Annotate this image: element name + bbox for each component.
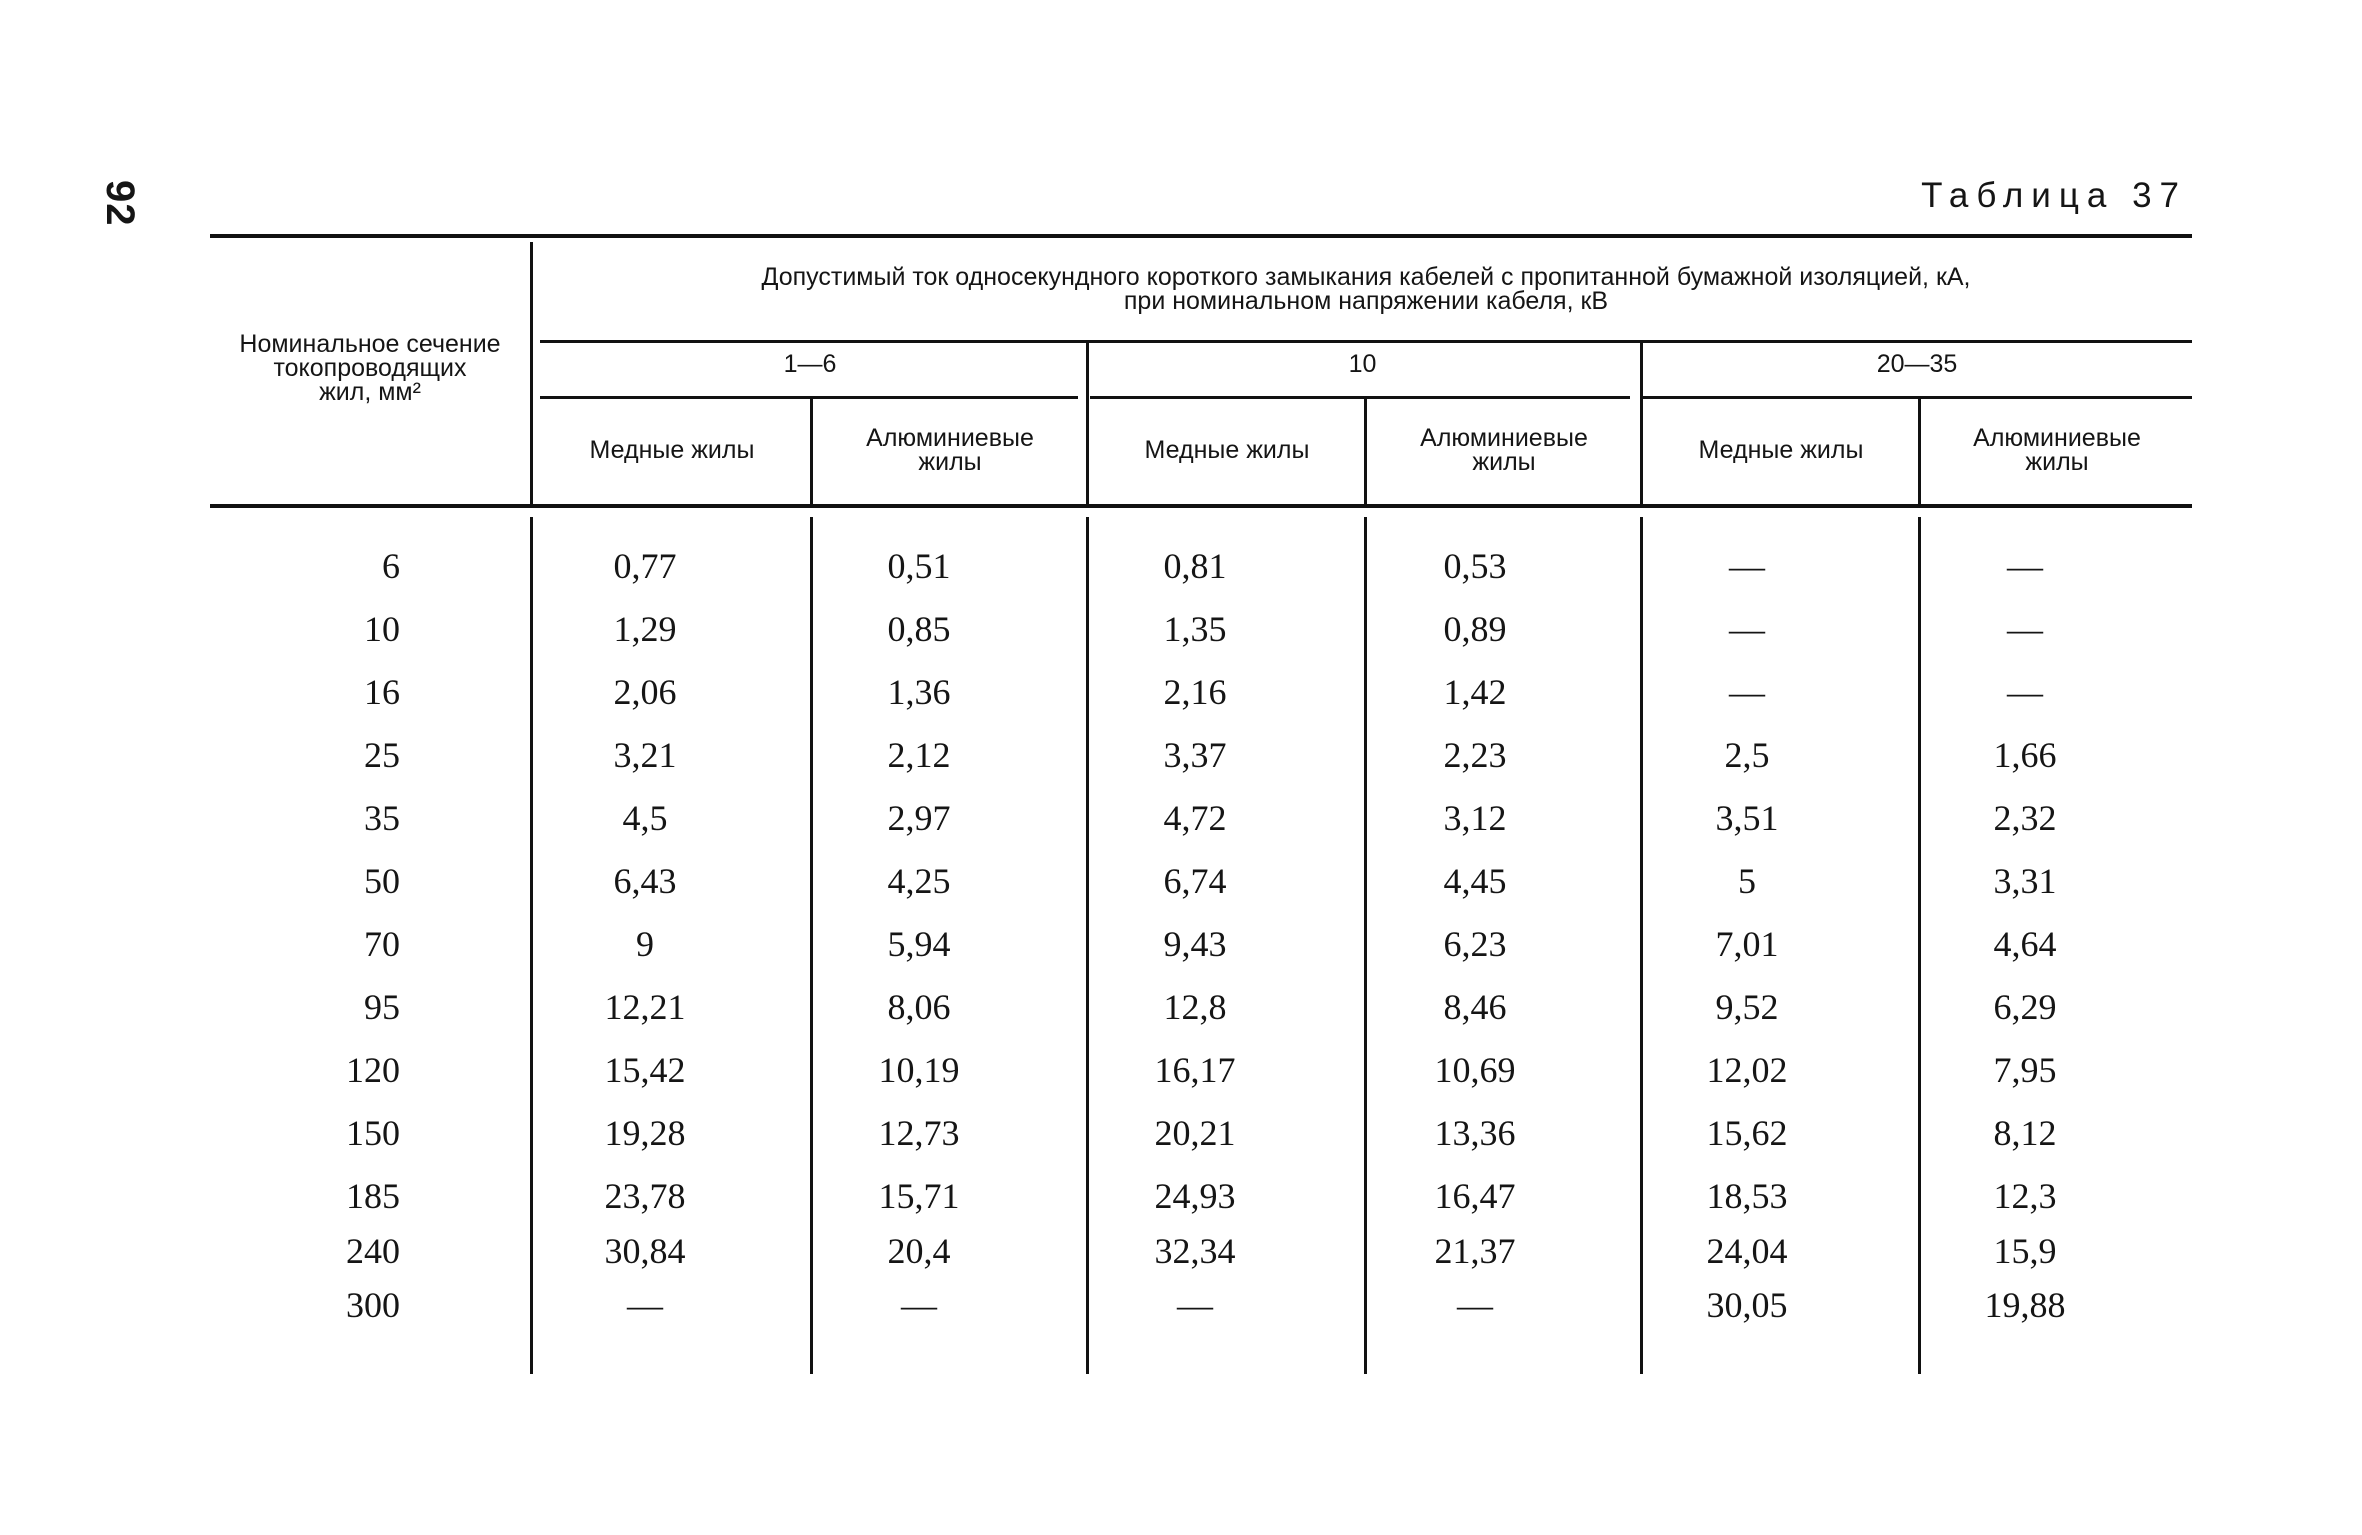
subheader-copper-10: Медные жилы: [1144, 436, 1310, 464]
subheader-aluminum-10: Алюминиевые жилы: [1420, 424, 1588, 476]
aluminum-10-cell: 3,12: [1443, 798, 1507, 838]
section-cell: 6: [382, 546, 400, 586]
table-row: [210, 1168, 2192, 1224]
copper-1-6-cell: 30,84: [604, 1231, 686, 1271]
table-row: [210, 664, 2192, 720]
copper-10-cell: 12,8: [1163, 987, 1227, 1027]
aluminum-20-35-cell: 1,66: [1993, 735, 2057, 775]
copper-1-6-cell: 3,21: [613, 735, 677, 775]
aluminum-10-cell: —: [1457, 1285, 1493, 1325]
copper-10-cell: 24,93: [1154, 1176, 1236, 1216]
aluminum-1-6-cell: 1,36: [887, 672, 951, 712]
aluminum-10-cell: 1,42: [1443, 672, 1507, 712]
copper-20-35-cell: 15,62: [1706, 1113, 1788, 1153]
aluminum-20-35-cell: 2,32: [1993, 798, 2057, 838]
copper-1-6-cell: 12,21: [604, 987, 686, 1027]
copper-10-cell: 32,34: [1154, 1231, 1236, 1271]
section-cell: 50: [364, 861, 400, 901]
section-cell: 120: [346, 1050, 400, 1090]
aluminum-10-cell: 21,37: [1434, 1231, 1516, 1271]
table-caption: Таблица 37: [1921, 176, 2187, 215]
table-row: [210, 1277, 2192, 1333]
section-cell: 16: [364, 672, 400, 712]
aluminum-10-cell: 6,23: [1443, 924, 1507, 964]
aluminum-1-6-cell: 0,51: [887, 546, 951, 586]
row-header: Номинальное сечение токопроводящих жил, мм²: [239, 330, 501, 406]
header-bottom-rule: [210, 504, 2192, 508]
copper-20-35-cell: 5: [1738, 861, 1756, 901]
copper-1-6-cell: 4,5: [622, 798, 668, 838]
copper-20-35-cell: 18,53: [1706, 1176, 1788, 1216]
section-cell: 95: [364, 987, 400, 1027]
table-row: [210, 1105, 2192, 1161]
copper-20-35-cell: 3,51: [1715, 798, 1779, 838]
aluminum-10-cell: 8,46: [1443, 987, 1507, 1027]
table-row: [210, 1042, 2192, 1098]
table-row: [210, 979, 2192, 1035]
main-header: Допустимый ток односекундного короткого замыкания кабелей с пропитанной бумажной изоляцией, кА, при номинальном напряжении кабеля, кВ: [761, 263, 1971, 315]
section-cell: 70: [364, 924, 400, 964]
copper-10-cell: —: [1177, 1285, 1213, 1325]
aluminum-20-35-cell: —: [2007, 546, 2043, 586]
copper-20-35-cell: 2,5: [1724, 735, 1770, 775]
table-row: [210, 916, 2192, 972]
aluminum-10-cell: 13,36: [1434, 1113, 1516, 1153]
aluminum-20-35-cell: 15,9: [1993, 1231, 2057, 1271]
aluminum-10-cell: 0,89: [1443, 609, 1507, 649]
aluminum-1-6-cell: 2,97: [887, 798, 951, 838]
section-cell: 240: [346, 1231, 400, 1271]
section-cell: 300: [346, 1285, 400, 1325]
copper-1-6-cell: 6,43: [613, 861, 677, 901]
table-row: [210, 1223, 2192, 1279]
copper-1-6-cell: 9: [636, 924, 654, 964]
copper-10-cell: 16,17: [1154, 1050, 1236, 1090]
aluminum-1-6-cell: 2,12: [887, 735, 951, 775]
aluminum-1-6-cell: 4,25: [887, 861, 951, 901]
copper-20-35-cell: —: [1729, 609, 1765, 649]
aluminum-10-cell: 4,45: [1443, 861, 1507, 901]
aluminum-20-35-cell: 19,88: [1984, 1285, 2066, 1325]
aluminum-1-6-cell: 5,94: [887, 924, 951, 964]
section-cell: 35: [364, 798, 400, 838]
copper-20-35-cell: 7,01: [1715, 924, 1779, 964]
copper-1-6-cell: 1,29: [613, 609, 677, 649]
voltage-group-10: 10: [1348, 350, 1377, 378]
divider-10: [1364, 398, 1367, 504]
voltage-group-20-35: 20—35: [1876, 350, 1958, 378]
aluminum-20-35-cell: —: [2007, 672, 2043, 712]
copper-10-cell: 1,35: [1163, 609, 1227, 649]
aluminum-10-cell: 2,23: [1443, 735, 1507, 775]
subheader-copper-1-6: Медные жилы: [589, 436, 755, 464]
copper-1-6-cell: 15,42: [604, 1050, 686, 1090]
table-row: [210, 853, 2192, 909]
copper-10-cell: 2,16: [1163, 672, 1227, 712]
aluminum-10-cell: 10,69: [1434, 1050, 1516, 1090]
copper-20-35-cell: —: [1729, 672, 1765, 712]
section-cell: 150: [346, 1113, 400, 1153]
copper-1-6-cell: —: [627, 1285, 663, 1325]
table-row: [210, 601, 2192, 657]
page-number: 92: [98, 180, 142, 227]
aluminum-20-35-cell: 7,95: [1993, 1050, 2057, 1090]
copper-10-cell: 6,74: [1163, 861, 1227, 901]
aluminum-10-cell: 0,53: [1443, 546, 1507, 586]
subheader-aluminum-1-6: Алюминиевые жилы: [866, 424, 1034, 476]
copper-20-35-cell: —: [1729, 546, 1765, 586]
copper-10-cell: 0,81: [1163, 546, 1227, 586]
divider-1-6: [810, 398, 813, 504]
divider-section: [530, 242, 533, 504]
aluminum-1-6-cell: 12,73: [878, 1113, 960, 1153]
copper-20-35-cell: 12,02: [1706, 1050, 1788, 1090]
aluminum-1-6-cell: 8,06: [887, 987, 951, 1027]
aluminum-20-35-cell: 3,31: [1993, 861, 2057, 901]
divider-group-10: [1086, 342, 1089, 504]
copper-20-35-cell: 9,52: [1715, 987, 1779, 1027]
aluminum-20-35-cell: —: [2007, 609, 2043, 649]
copper-1-6-cell: 2,06: [613, 672, 677, 712]
subgroup-rule-2: [1090, 396, 1630, 399]
aluminum-20-35-cell: 12,3: [1993, 1176, 2057, 1216]
copper-1-6-cell: 0,77: [613, 546, 677, 586]
subheader-aluminum-20-35: Алюминиевые жилы: [1973, 424, 2141, 476]
table-top-rule: [210, 234, 2192, 238]
voltage-group-1-6: 1—6: [783, 350, 837, 378]
aluminum-1-6-cell: 15,71: [878, 1176, 960, 1216]
section-cell: 185: [346, 1176, 400, 1216]
section-cell: 10: [364, 609, 400, 649]
copper-10-cell: 20,21: [1154, 1113, 1236, 1153]
table-row: [210, 727, 2192, 783]
copper-1-6-cell: 19,28: [604, 1113, 686, 1153]
copper-1-6-cell: 23,78: [604, 1176, 686, 1216]
divider-20-35: [1918, 398, 1921, 504]
copper-20-35-cell: 30,05: [1706, 1285, 1788, 1325]
aluminum-20-35-cell: 4,64: [1993, 924, 2057, 964]
subgroup-rule-3: [1642, 396, 2192, 399]
subgroup-rule-1: [540, 396, 1078, 399]
aluminum-1-6-cell: —: [901, 1285, 937, 1325]
copper-10-cell: 4,72: [1163, 798, 1227, 838]
group-rule: [540, 340, 2192, 343]
subheader-copper-20-35: Медные жилы: [1698, 436, 1864, 464]
current-table: [210, 234, 2192, 1386]
table-row: [210, 538, 2192, 594]
aluminum-1-6-cell: 20,4: [887, 1231, 951, 1271]
aluminum-1-6-cell: 10,19: [878, 1050, 960, 1090]
section-cell: 25: [364, 735, 400, 775]
copper-20-35-cell: 24,04: [1706, 1231, 1788, 1271]
aluminum-20-35-cell: 8,12: [1993, 1113, 2057, 1153]
aluminum-1-6-cell: 0,85: [887, 609, 951, 649]
aluminum-20-35-cell: 6,29: [1993, 987, 2057, 1027]
table-row: [210, 790, 2192, 846]
copper-10-cell: 9,43: [1163, 924, 1227, 964]
copper-10-cell: 3,37: [1163, 735, 1227, 775]
aluminum-10-cell: 16,47: [1434, 1176, 1516, 1216]
